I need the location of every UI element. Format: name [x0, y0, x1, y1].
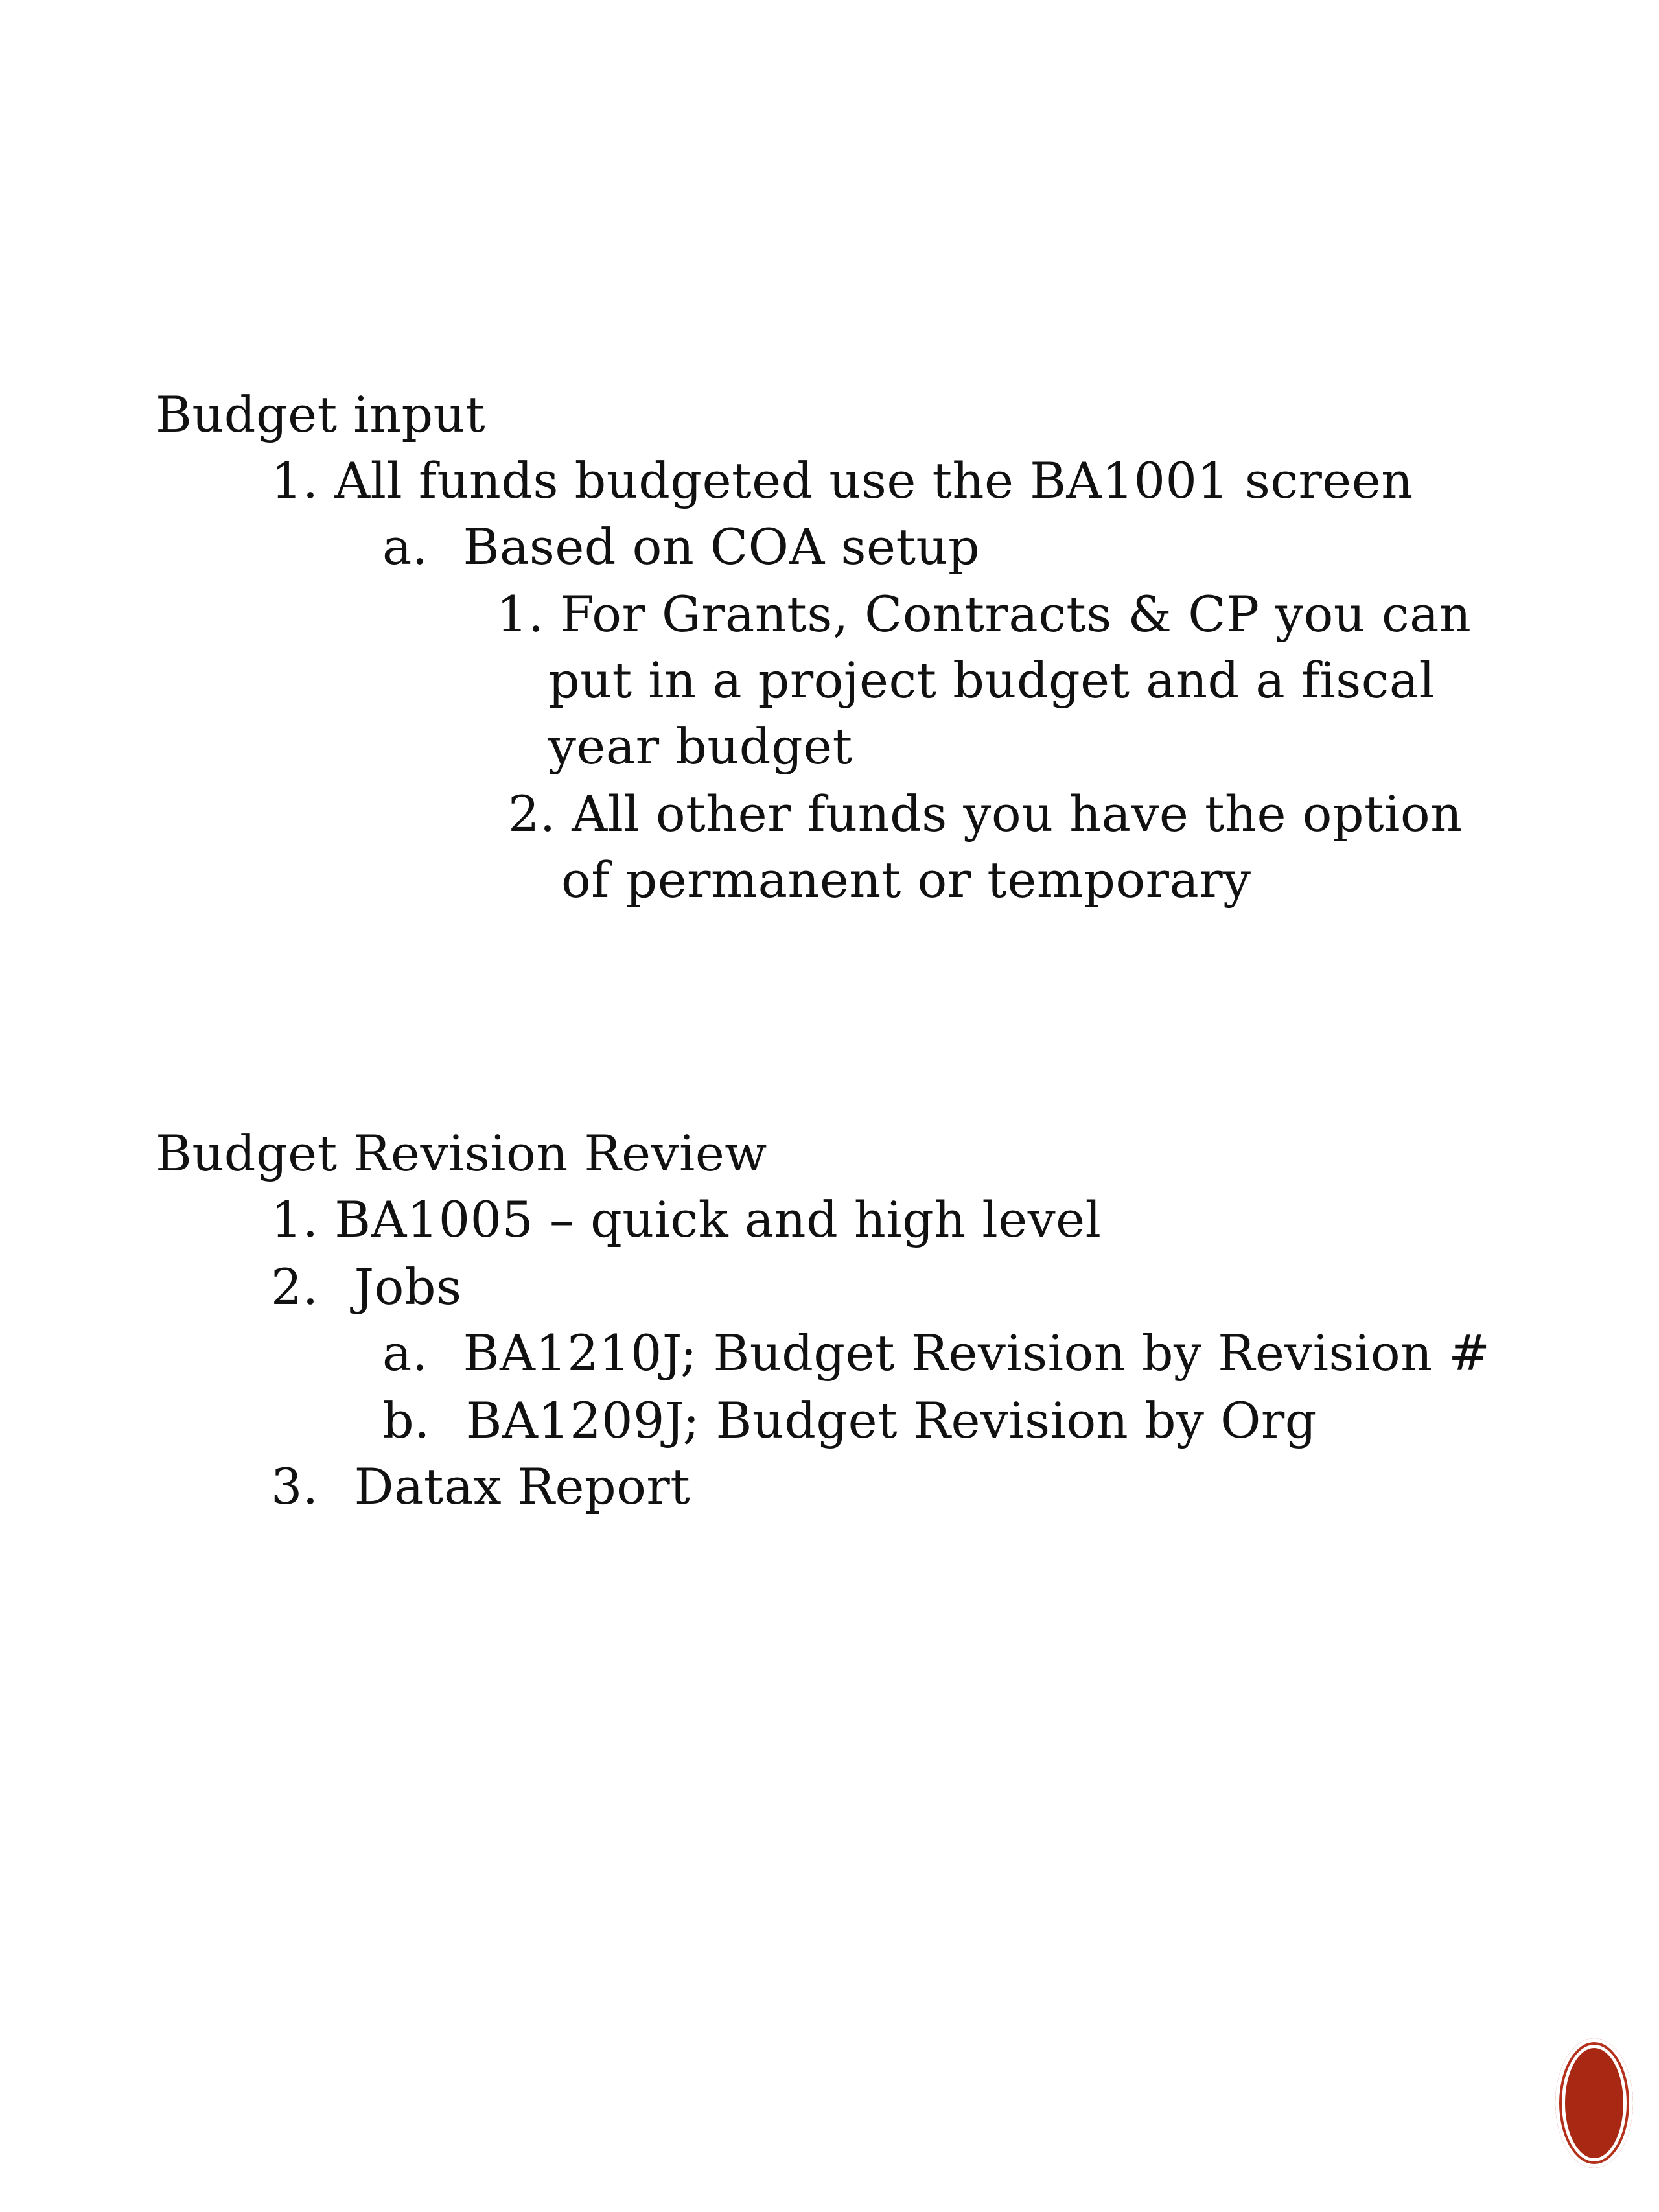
list-text: Based on COA setup [463, 518, 980, 576]
list-item-all-funds [271, 447, 1413, 515]
list-text: BA1210J; Budget Revision by Revision # [463, 1324, 1491, 1382]
list-item-ba1209j [382, 1387, 1317, 1454]
list-number: 1. [271, 1191, 319, 1248]
list-item-all-other-funds [508, 780, 1463, 848]
section-heading-budget-input: Budget input [156, 386, 486, 443]
list-number: 3. [271, 1458, 319, 1515]
list-number: 2. [508, 785, 556, 843]
list-item-grants-contracts-line3: year budget [548, 717, 853, 775]
list-text: BA1005 – quick and high level [334, 1191, 1102, 1248]
list-letter: b. [382, 1391, 430, 1449]
list-text: All funds budgeted use the BA1001 screen [334, 452, 1413, 509]
list-item-jobs [271, 1253, 462, 1321]
list-item-grants-contracts-line2: put in a project budget and a fiscal [548, 651, 1435, 709]
section-heading-budget-revision-review: Budget Revision Review [156, 1124, 767, 1182]
slide-badge-inner [1562, 2045, 1627, 2161]
list-letter: a. [382, 1324, 428, 1382]
list-item-based-on-coa [382, 513, 980, 581]
list-number: 1. [496, 585, 544, 643]
list-number: 2. [271, 1258, 319, 1316]
list-item-all-other-funds-line2: of permanent or temporary [561, 851, 1251, 909]
list-item-datax-report [271, 1453, 690, 1520]
slide-badge-icon [1555, 2038, 1633, 2168]
list-item-ba1210j [382, 1320, 1490, 1387]
list-text: Datax Report [354, 1458, 691, 1515]
list-number: 1. [271, 452, 319, 509]
list-item-ba1005 [271, 1186, 1101, 1253]
list-letter: a. [382, 518, 428, 576]
list-text: All other funds you have the option [572, 785, 1463, 843]
list-text: Jobs [354, 1258, 462, 1316]
list-item-grants-contracts [496, 581, 1471, 648]
list-text: For Grants, Contracts & CP you can [560, 585, 1472, 643]
list-text: BA1209J; Budget Revision by Org [465, 1391, 1317, 1449]
